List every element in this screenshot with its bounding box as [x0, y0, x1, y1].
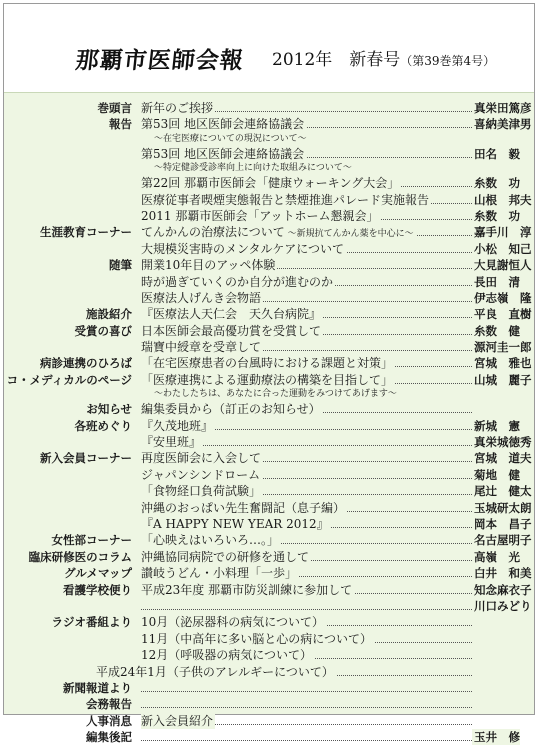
toc-row	[4, 323, 534, 339]
toc-author: 山根 邦夫	[474, 192, 532, 207]
dotted-leader	[141, 707, 472, 708]
toc-author: 伊志嶺 隆	[474, 290, 532, 305]
toc-category: 新入会員コーナー	[40, 451, 132, 466]
toc-title: 再度医師会に入会して	[141, 451, 262, 466]
volume-label: （第39巻第4号）	[400, 54, 496, 68]
toc-row	[4, 565, 534, 581]
toc-title: 11月（中高年に多い脳と心の病について）	[141, 631, 373, 646]
toc-title: 「心映えはいろいろ…。」	[141, 533, 280, 548]
toc-author: 嘉手川 淳	[474, 225, 532, 240]
toc-row	[4, 306, 534, 322]
dotted-leader	[141, 609, 472, 610]
toc-author: 大見謝恒人	[474, 258, 532, 273]
toc-author: 小松 知己	[474, 241, 532, 256]
journal-logo: 那覇市医師会報	[74, 47, 246, 74]
toc-category: グルメマップ	[64, 566, 132, 581]
toc-row	[4, 696, 534, 712]
masthead	[4, 4, 534, 93]
toc-row	[4, 680, 534, 696]
toc-author: 真栄城徳秀	[474, 435, 532, 450]
toc-row	[4, 355, 534, 371]
toc-category: 看護学校便り	[63, 582, 132, 597]
toc-category: 編集後記	[86, 730, 132, 745]
toc-title: 『久茂地班』	[141, 418, 214, 433]
toc-title: 讃岐うどん・小料理「一歩」	[141, 566, 298, 581]
toc-category: 巻頭言	[97, 101, 132, 115]
toc-author: 源河圭一郎	[474, 340, 532, 355]
toc-row	[4, 208, 534, 224]
toc-category: 病診連携のひろば	[40, 356, 132, 371]
toc-title: 10月（泌尿器科の病気について）	[141, 615, 325, 630]
toc-author: 真栄田篤彦	[474, 101, 532, 115]
toc-author: 尾辻 健太	[474, 484, 532, 499]
toc-title: 大規模災害時のメンタルケアについて	[141, 241, 345, 256]
toc-author: 新城 憲	[474, 418, 520, 433]
toc-row	[4, 290, 534, 306]
toc-title: 12月（呼吸器の病気について）	[141, 648, 313, 663]
toc-title: 第22回 那覇市医師会「健康ウォーキング大会」	[141, 176, 400, 191]
toc-title: 2011 那覇市医師会「アットホーム懇親会」	[141, 208, 379, 223]
toc-row	[4, 532, 534, 548]
toc-title: 『A HAPPY NEW YEAR 2012』	[141, 516, 329, 531]
toc-author: 玉城研太朗	[474, 500, 532, 515]
toc-author: 糸数 健	[474, 323, 520, 338]
toc-title: 「医療連携による運動療法の構築を目指して」	[141, 372, 394, 387]
toc-category: 各班めぐり	[74, 418, 132, 433]
toc-category: 受賞の喜び	[74, 323, 132, 338]
toc-category: 新聞報道より	[63, 680, 132, 695]
toc-title: 新入会員紹介	[141, 713, 214, 728]
toc-title: 医療従事者喫煙実態報告と禁煙推進パレード実施報告	[141, 192, 430, 207]
toc-author: 玉井 修	[474, 730, 520, 745]
toc-row	[4, 224, 534, 240]
toc-title: 沖縄のおっぱい先生奮闘記（息子編）	[141, 500, 346, 515]
toc-row	[4, 274, 534, 290]
toc-author: 菊地 健	[474, 467, 520, 482]
toc-author: 岡本 昌子	[474, 516, 532, 531]
issue-label: 2012年 新春号	[272, 50, 401, 70]
toc-title: 『安里班』	[141, 435, 202, 450]
toc-author: 知念麻衣子	[474, 582, 532, 597]
toc-title: 第53回 地区医師会連絡協議会	[141, 117, 305, 132]
toc-author: 宮城 道夫	[474, 451, 532, 466]
toc-row	[4, 241, 534, 257]
toc-row	[4, 100, 534, 116]
toc-row	[4, 614, 534, 630]
toc-row	[4, 388, 534, 401]
toc-category: 臨床研修医のコラム	[28, 549, 132, 564]
toc-row	[4, 582, 534, 598]
toc-row	[4, 372, 534, 388]
toc-author: 田名 毅	[474, 146, 520, 161]
toc-category: 随筆	[109, 258, 132, 273]
toc-category: 人事消息	[86, 713, 132, 728]
toc-row	[4, 450, 534, 466]
dotted-leader	[141, 740, 472, 741]
issue-info	[272, 45, 495, 70]
toc-row	[4, 483, 534, 499]
toc-row	[4, 467, 534, 483]
toc-row	[4, 729, 534, 745]
toc-category: 施設紹介	[86, 307, 132, 322]
dotted-leader	[141, 691, 472, 692]
toc-category: 報告	[109, 117, 132, 132]
toc-title: 日本医師会最高優功賞を受賞して	[141, 323, 322, 338]
toc-row	[4, 664, 534, 680]
toc-row	[4, 192, 534, 208]
toc-row	[4, 162, 534, 175]
toc-author: 平良 直樹	[474, 307, 532, 322]
toc-title: 沖縄協同病院での研修を通して	[141, 549, 310, 564]
toc-row	[4, 713, 534, 729]
toc-title: 開業10年目のアッペ体験	[141, 258, 276, 273]
toc-row	[4, 516, 534, 532]
toc-title: 平成24年1月（子供のアレルギーについて）	[96, 664, 334, 679]
toc-author: 長田 清	[474, 274, 520, 289]
contents-page	[3, 3, 535, 745]
toc-title: 平成23年度 那覇市防災訓練に参加して	[141, 582, 353, 597]
toc-row	[4, 133, 534, 146]
toc-title: 医療法人げんき会物語	[141, 290, 262, 305]
toc-author: 山城 麗子	[474, 372, 532, 387]
toc-title: 瑞寶中綬章を受章して	[141, 340, 262, 355]
toc-title: 「在宅医療患者の台風時における課題と対策」	[141, 356, 394, 371]
toc-author: 高嶺 光	[474, 549, 520, 564]
toc-row	[4, 146, 534, 162]
toc-title: 『医療法人天仁会 天久台病院』	[141, 307, 322, 322]
toc-category: 生涯教育コーナー	[40, 225, 132, 240]
table-of-contents	[4, 100, 534, 745]
toc-title: 第53回 地区医師会連絡協議会	[141, 146, 305, 161]
toc-title: 編集委員から（訂正のお知らせ）	[141, 402, 321, 417]
toc-row	[4, 116, 534, 132]
toc-author: 喜納美津男	[474, 117, 532, 132]
toc-row	[4, 418, 534, 434]
toc-category: 会務報告	[86, 697, 132, 712]
toc-row	[4, 175, 534, 191]
toc-row	[4, 339, 534, 355]
toc-row	[4, 434, 534, 450]
toc-author: 糸数 功	[474, 176, 520, 191]
toc-subtitle: ～特定健診受診率向上に向けた取組みについて～	[154, 163, 352, 174]
toc-title: てんかんの治療法について ～新規抗てんかん薬を中心に～	[141, 224, 416, 242]
toc-author: 宮城 雅也	[474, 356, 532, 371]
toc-row	[4, 401, 534, 417]
toc-title: 新年のご挨拶	[141, 101, 214, 115]
toc-subtitle: ～わたしたちは、あなたに合った運動をみつけてあげます～	[154, 389, 397, 400]
toc-author: 川口みどり	[474, 598, 532, 613]
toc-title: 「食物経口負荷試験」	[141, 484, 262, 499]
toc-row	[4, 257, 534, 273]
toc-subtitle: ～在宅医療についての現況について～	[154, 133, 307, 144]
toc-author: 名古屋明子	[474, 533, 532, 548]
toc-row	[4, 647, 534, 663]
toc-row	[4, 598, 534, 614]
toc-category: 女性部コーナー	[51, 533, 132, 548]
toc-title: 時が過ぎていくのか自分が進むのか	[141, 274, 334, 289]
toc-title: ジャパンシンドローム	[141, 467, 261, 482]
toc-category: ラジオ番組より	[51, 615, 132, 630]
toc-row	[4, 500, 534, 516]
toc-category: コ・メディカルのページ	[6, 372, 132, 387]
toc-author: 白井 和美	[474, 566, 532, 581]
toc-row	[4, 549, 534, 565]
toc-row	[4, 631, 534, 647]
toc-author: 糸数 功	[474, 208, 520, 223]
toc-title-note: ～新規抗てんかん薬を中心に～	[284, 229, 414, 240]
toc-category: お知らせ	[86, 402, 132, 417]
